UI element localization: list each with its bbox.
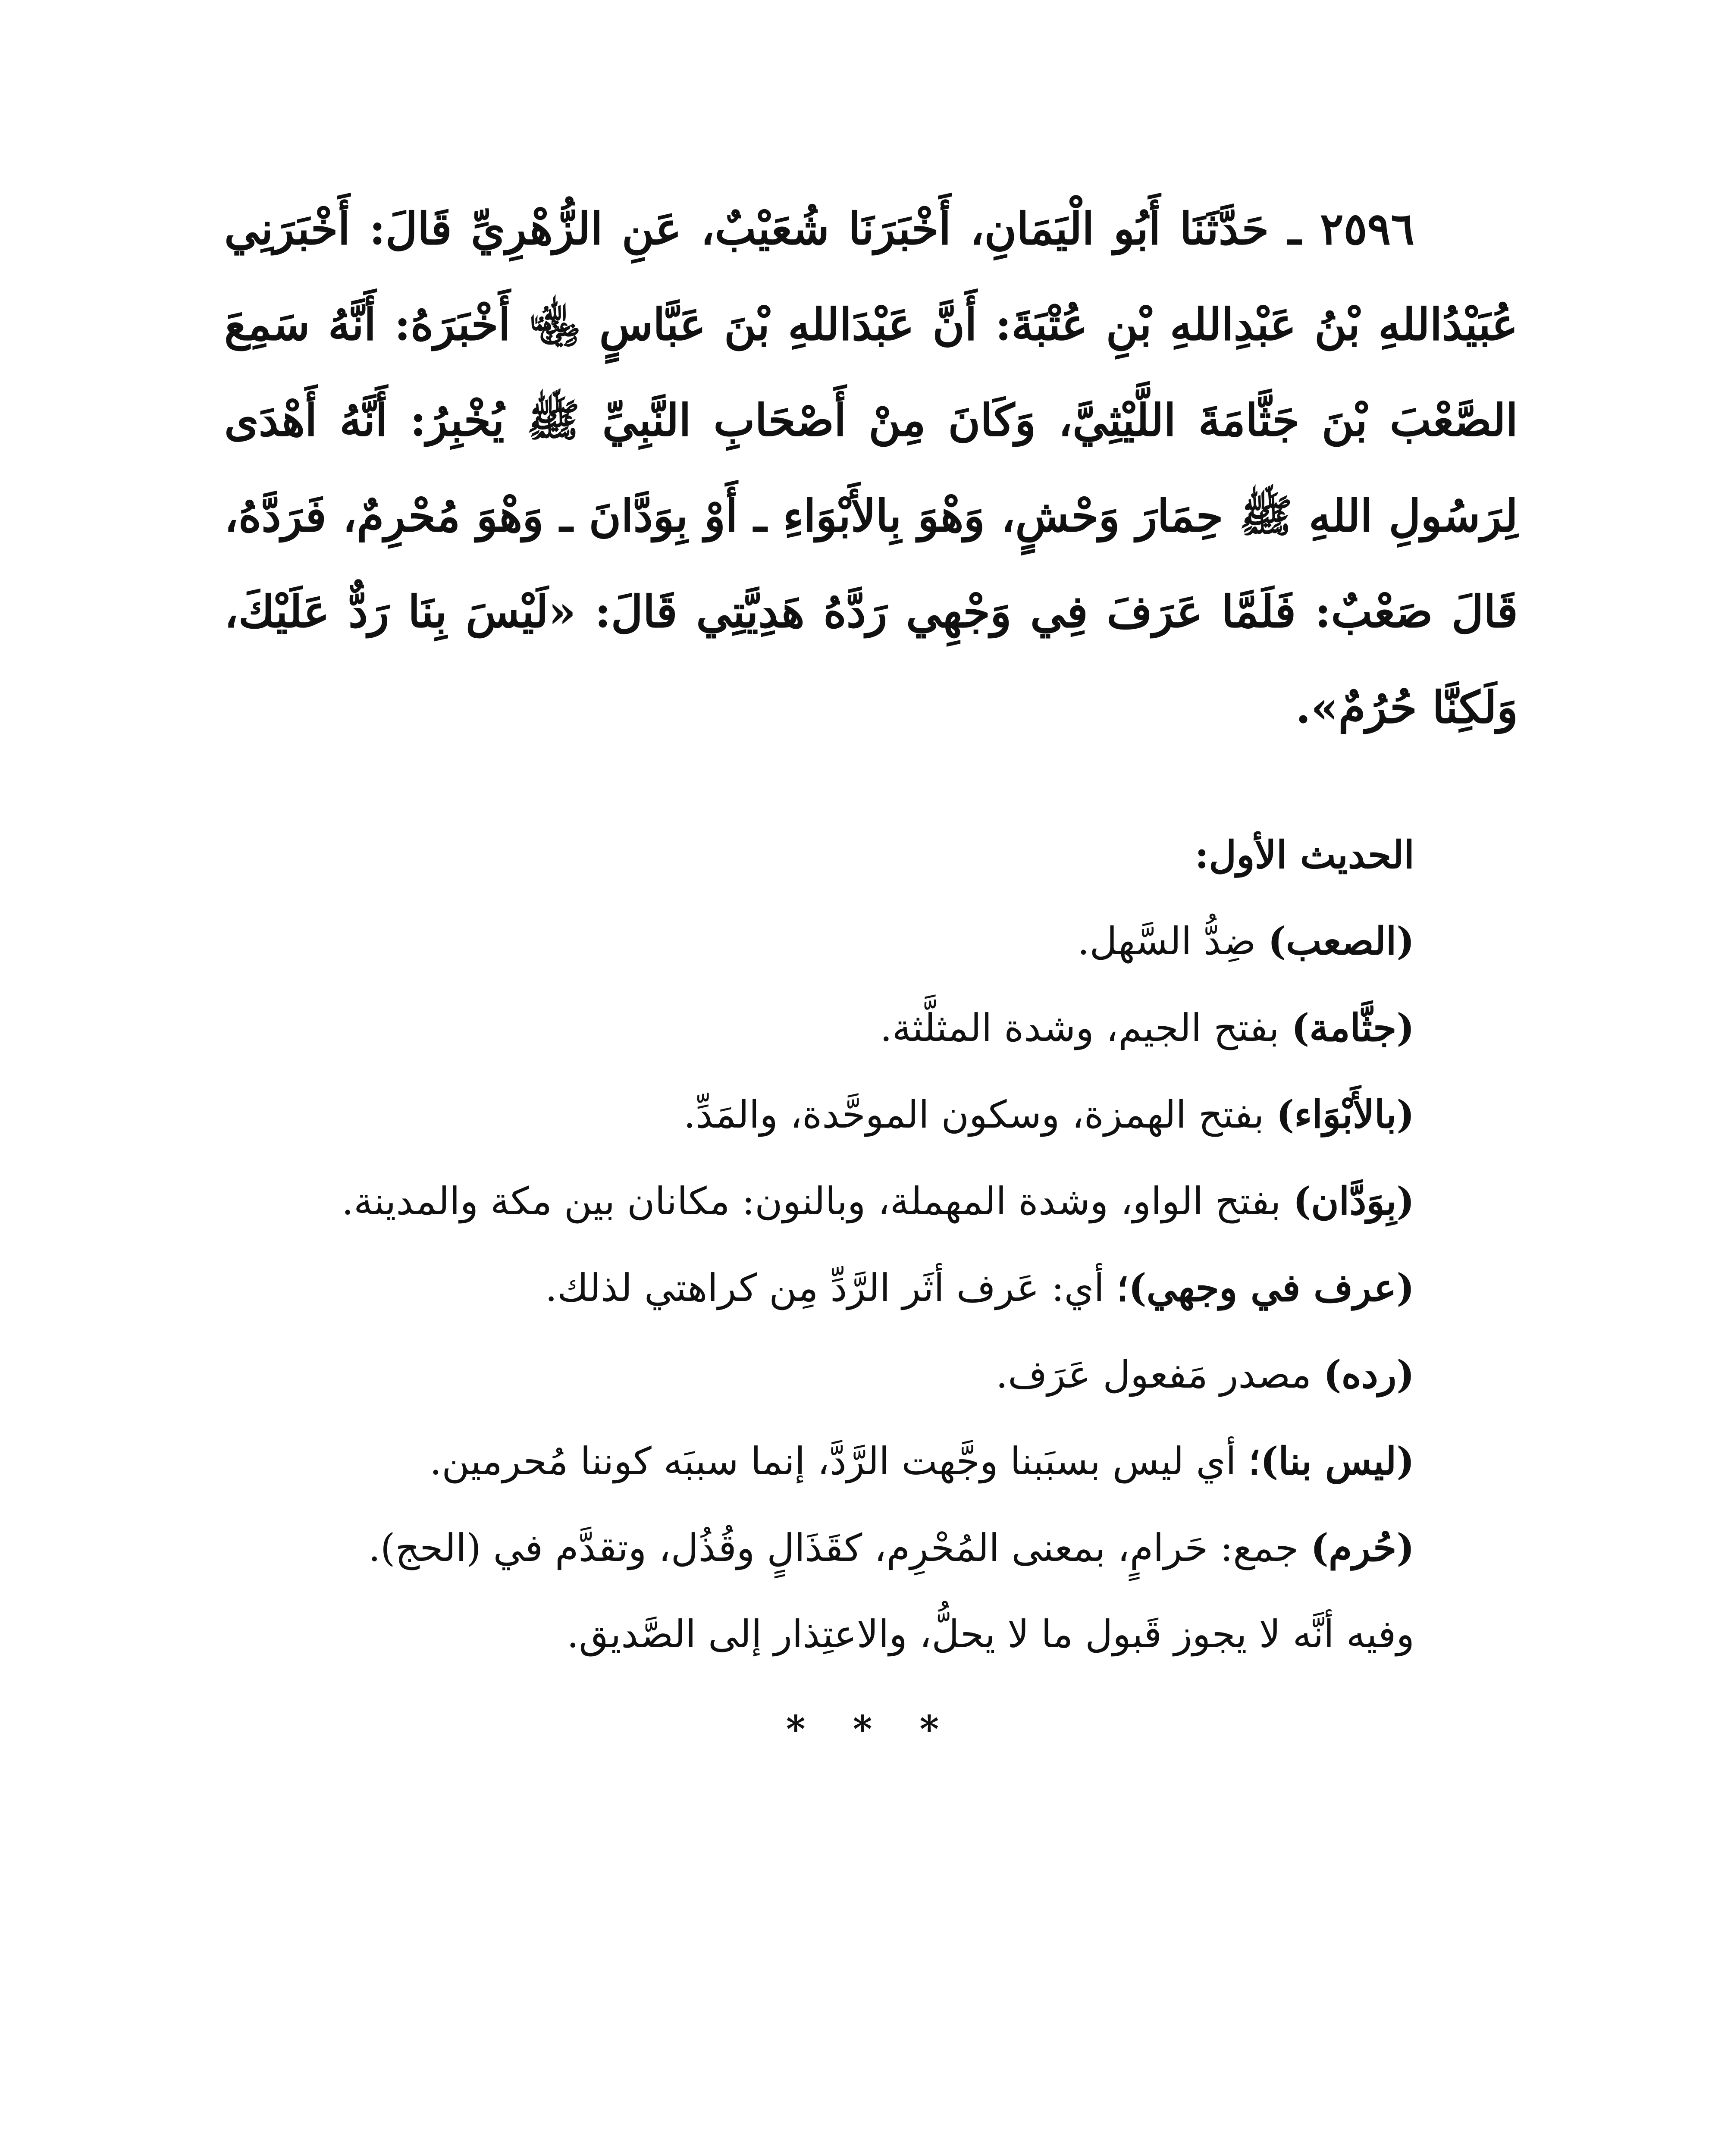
gloss-item: [224, 1418, 1518, 1504]
gloss-term: (حُرم): [1311, 1525, 1414, 1570]
hadith-paragraph: [224, 181, 1518, 755]
gloss-term: (بالأَبْوَاء): [1276, 1092, 1414, 1137]
gloss-item: [224, 1331, 1518, 1418]
section-separator: * * *: [786, 1708, 956, 1751]
gloss-text: أي ليس بسبَبنا وجَّهت الرَّدَّ، إنما سببَه كوننا مُحرمين.: [430, 1439, 1248, 1483]
gloss-item: [224, 1071, 1518, 1158]
closing-note: وفيه أنَّه لا يجوز قَبول ما لا يحلُّ، والاعتِذار إلى الصَّديق.: [567, 1612, 1414, 1656]
gloss-term: (الصعب): [1268, 918, 1414, 963]
gloss-item: [224, 1244, 1518, 1331]
gloss-term: (جثَّامة): [1291, 1005, 1414, 1050]
gloss-item: [224, 898, 1518, 984]
section-title: الحديث الأول:: [1195, 832, 1414, 877]
gloss-term: (ليس بنا)؛: [1248, 1438, 1414, 1483]
gloss-item: [224, 984, 1518, 1071]
gloss-text: جمع: حَرامٍ، بمعنى المُحْرِم، كقَذَالٍ وقُذُل، وتقدَّم في (الحج).: [368, 1526, 1311, 1570]
gloss-text: بفتح الواو، وشدة المهملة، وبالنون: مكانان بين مكة والمدينة.: [342, 1179, 1293, 1223]
gloss-item: [224, 1504, 1518, 1591]
hadith-number: ٢٥٩٦ ـ: [1288, 203, 1414, 255]
gloss-text: أي: عَرف أثَر الرَّدِّ مِن كراهتي لذلك.: [545, 1266, 1116, 1310]
gloss-text: بفتح الهمزة، وسكون الموحَّدة، والمَدِّ.: [684, 1092, 1276, 1137]
gloss-text: مصدر مَفعول عَرَف.: [996, 1352, 1323, 1397]
gloss-item: [224, 1158, 1518, 1244]
hadith-text: حَدَّثَنَا أَبُو الْيَمَانِ، أَخْبَرَنَا شُعَيْبٌ، عَنِ الزُّهْرِيِّ قَالَ: أَخْبَرَنِي عُبَيْدُاللهِ بْنُ عَبْدِاللهِ بْنِ عُتْبَةَ: أَنَّ عَبْدَاللهِ بْنَ عَبَّاسٍ ﵄ أَخْبَرَهُ: أَنَّهُ سَمِعَ الصَّعْبَ بْنَ جَثَّامَةَ اللَّيْثِيَّ، وَكَانَ مِنْ أَصْحَابِ النَّبِيِّ ﷺ يُخْبِرُ: أَنَّهُ أَهْدَى لِرَسُولِ اللهِ ﷺ حِمَارَ وَحْشٍ، وَهْوَ بِالأَبْوَاءِ ـ أَوْ بِوَدَّانَ ـ وَهْوَ مُحْرِمٌ، فَرَدَّهُ، قَالَ صَعْبٌ: فَلَمَّا عَرَفَ فِي وَجْهِي رَدَّهُ هَدِيَّتِي قَالَ: «لَيْسَ بِنَا رَدٌّ عَلَيْكَ، وَلَكِنَّا حُرُمٌ».: [224, 203, 1518, 733]
gloss-text: ضِدُّ السَّهل.: [1077, 919, 1268, 963]
page-body: [224, 181, 1518, 2156]
gloss-term: (رده): [1323, 1352, 1414, 1397]
gloss-term: (بِوَدَّان): [1293, 1178, 1414, 1223]
gloss-text: بفتح الجيم، وشدة المثلَّثة.: [880, 1006, 1292, 1050]
gloss-term: (عرف في وجهي)؛: [1116, 1265, 1414, 1310]
